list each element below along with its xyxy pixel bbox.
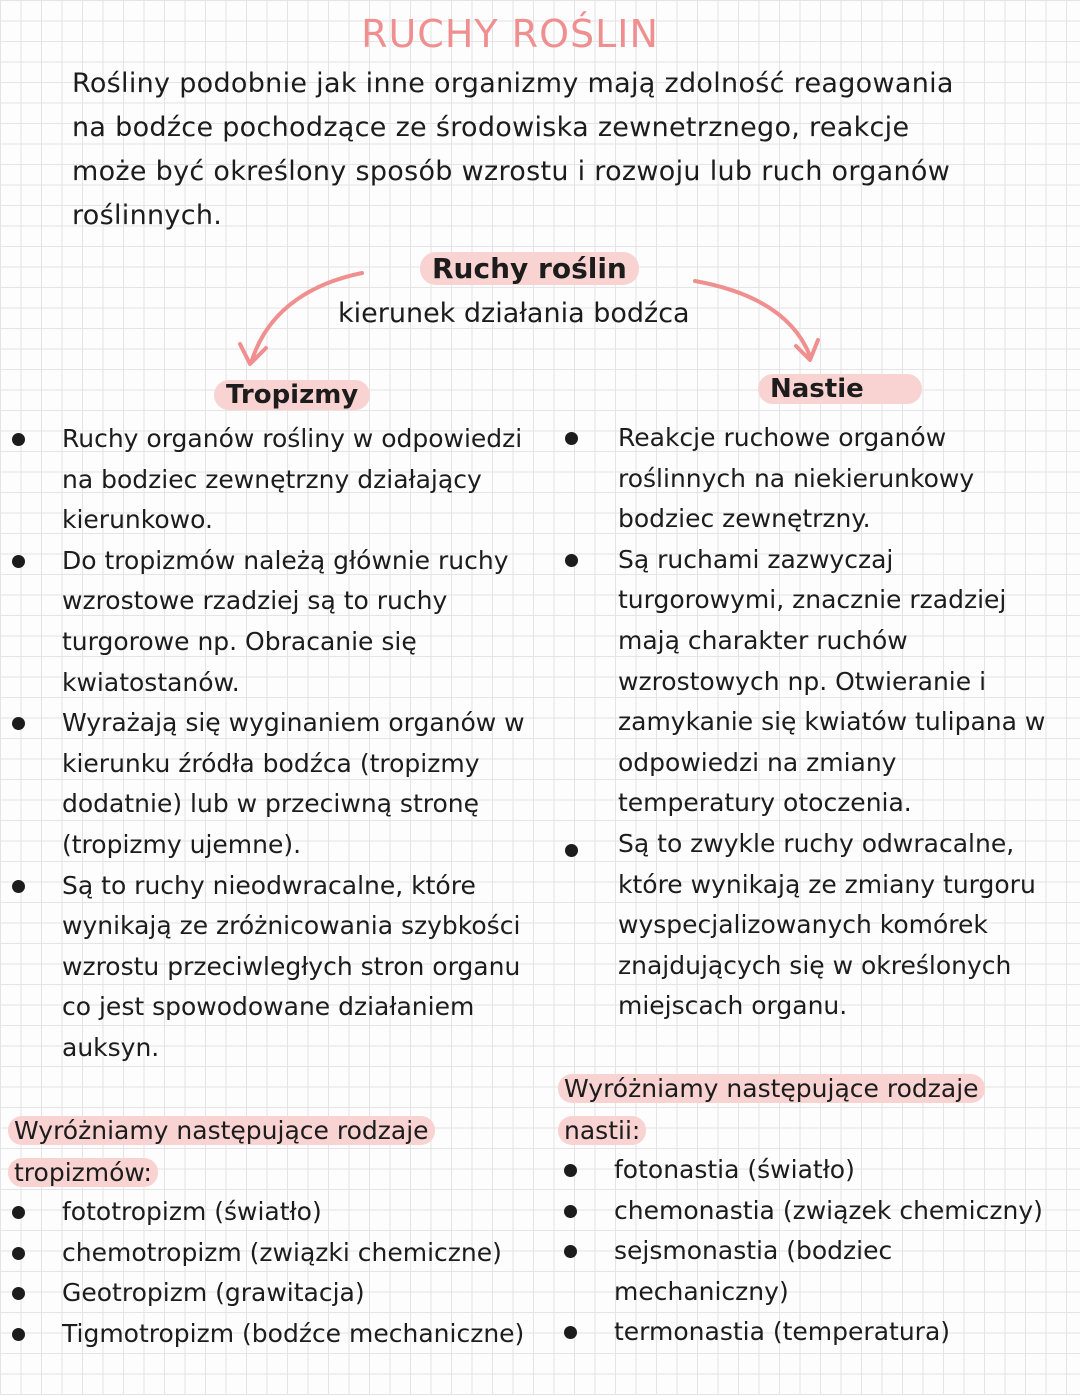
nastie-types-heading xyxy=(558,1068,985,1152)
tropism-types-heading-line: Wyróżniamy następujące rodzaje xyxy=(8,1116,435,1145)
intro-line: na bodźce pochodzące ze środowiska zewnetrznego, reakcje xyxy=(72,112,910,143)
diagram-arrows xyxy=(0,0,1080,400)
list-item-line: co jest spowodowane działaniem xyxy=(62,992,475,1022)
list-item-line: Są ruchami zazwyczaj xyxy=(618,544,894,574)
left-arrow-icon xyxy=(252,273,362,360)
list-item xyxy=(62,541,552,703)
list-item-line: roślinnych na niekierunkowy xyxy=(618,463,975,493)
list-item xyxy=(618,824,1068,1027)
intro-line: Rośliny podobnie jak inne organizmy mają zdolność reagowania xyxy=(72,68,954,99)
list-item xyxy=(614,1150,1074,1191)
nasties-heading xyxy=(758,374,922,404)
list-item-line: kierunku źródła bodźca (tropizmy xyxy=(62,748,480,778)
list-item-line: znajdujących się w określonych xyxy=(618,950,1012,980)
list-item-line: zamykanie się kwiatów tulipana w xyxy=(618,707,1046,737)
bullet-icon xyxy=(12,555,25,568)
list-item xyxy=(62,419,552,541)
list-item-line: auksyn. xyxy=(62,1032,160,1062)
list-item-line: Wyrażają się wyginaniem organów w xyxy=(62,708,525,738)
bullet-icon xyxy=(564,1326,577,1339)
list-item-line: kierunkowo. xyxy=(62,505,213,535)
nastie-types-heading-line: Wyróżniamy następujące rodzaje xyxy=(558,1074,985,1103)
tropisms-points xyxy=(62,419,552,1069)
tropism-types-heading-line: tropizmów: xyxy=(8,1158,158,1187)
list-item-line: mechaniczny) xyxy=(614,1276,789,1306)
bullet-icon xyxy=(12,1328,25,1341)
bullet-icon xyxy=(564,1245,577,1258)
list-item-line: chemonastia (związek chemiczny) xyxy=(614,1195,1043,1225)
nasties-points xyxy=(618,418,1068,1027)
list-item-line: Ruchy organów rośliny w odpowiedzi xyxy=(62,424,523,453)
list-item-line: Geotropizm (grawitacja) xyxy=(62,1278,365,1308)
diagram-subheading: kierunek działania bodźca xyxy=(338,298,690,329)
tropisms-heading xyxy=(214,380,370,410)
nastie-types-heading-line: nastii: xyxy=(558,1116,646,1145)
list-item-line: Tigmotropizm (bodźce mechaniczne) xyxy=(62,1318,525,1348)
bullet-icon xyxy=(12,1206,25,1219)
list-item-line: wynikają ze zróżnicowania szybkości xyxy=(62,911,521,941)
list-item-line: Są to zwykle ruchy odwracalne, xyxy=(618,828,1015,858)
bullet-icon xyxy=(565,554,578,567)
list-item xyxy=(614,1312,1074,1353)
list-item-line: odpowiedzi na zmiany xyxy=(618,747,897,777)
list-item-line: miejscach organu. xyxy=(618,991,848,1021)
nasties-heading-text: Nastie xyxy=(758,374,922,404)
list-item-line: wzrostowe rzadziej są to ruchy xyxy=(62,586,448,616)
list-item-line: Reakcje ruchowe organów xyxy=(618,423,947,452)
list-item-line: fototropizm (światło) xyxy=(62,1197,322,1226)
list-item-line: kwiatostanów. xyxy=(62,667,240,697)
bullet-icon xyxy=(12,1287,25,1300)
right-arrow-icon xyxy=(695,281,810,356)
list-item-line: turgorowymi, znacznie rzadziej xyxy=(618,585,1007,615)
list-item xyxy=(62,1233,552,1274)
bullet-icon xyxy=(12,880,25,893)
list-item-line: (tropizmy ujemne). xyxy=(62,829,302,859)
list-item-line: Do tropizmów należą głównie ruchy xyxy=(62,545,509,575)
list-item xyxy=(614,1191,1074,1232)
diagram-heading-text: Ruchy roślin xyxy=(420,252,639,285)
tropism-types-heading xyxy=(8,1110,435,1194)
list-item xyxy=(618,418,1068,540)
list-item xyxy=(62,1192,552,1233)
list-item-line: sejsmonastia (bodziec xyxy=(614,1236,893,1266)
list-item-line: Są to ruchy nieodwracalne, które xyxy=(62,870,476,900)
bullet-icon xyxy=(565,432,578,445)
list-item xyxy=(618,540,1068,824)
tropisms-heading-text: Tropizmy xyxy=(214,380,370,410)
bullet-icon xyxy=(12,1247,25,1260)
intro-line: roślinnych. xyxy=(72,200,223,231)
list-item-line: fotonastia (światło) xyxy=(614,1155,855,1184)
list-item-line: temperatury otoczenia. xyxy=(618,788,912,818)
list-item-line: turgorowe np. Obracanie się xyxy=(62,626,417,656)
list-item-line: bodziec zewnętrzny. xyxy=(618,504,871,534)
list-item xyxy=(62,866,552,1069)
list-item-line: mają charakter ruchów xyxy=(618,625,908,655)
list-item-line: termonastia (temperatura) xyxy=(614,1317,951,1347)
intro-line: może być określony sposób wzrostu i rozwoju lub ruch organów xyxy=(72,156,951,187)
list-item xyxy=(62,1314,552,1355)
list-item xyxy=(614,1231,1074,1312)
bullet-icon xyxy=(564,1205,577,1218)
list-item xyxy=(62,1273,552,1314)
list-item-line: chemotropizm (związki chemiczne) xyxy=(62,1237,502,1267)
nastie-types-list xyxy=(614,1150,1074,1353)
bullet-icon xyxy=(565,844,578,857)
bullet-icon xyxy=(12,717,25,730)
bullet-icon xyxy=(564,1164,577,1177)
list-item-line: wzrostu przeciwległych stron organu xyxy=(62,951,521,981)
list-item xyxy=(62,703,552,865)
list-item-line: wyspecjalizowanych komórek xyxy=(618,910,988,940)
list-item-line: które wynikają ze zmiany turgoru xyxy=(618,869,1036,899)
bullet-icon xyxy=(12,433,25,446)
page-title: RUCHY ROŚLIN xyxy=(361,12,659,56)
list-item-line: wzrostowych np. Otwieranie i xyxy=(618,666,987,696)
list-item-line: na bodziec zewnętrzny działający xyxy=(62,464,482,494)
tropism-types-list xyxy=(62,1192,552,1354)
list-item-line: dodatnie) lub w przeciwną stronę xyxy=(62,789,480,819)
